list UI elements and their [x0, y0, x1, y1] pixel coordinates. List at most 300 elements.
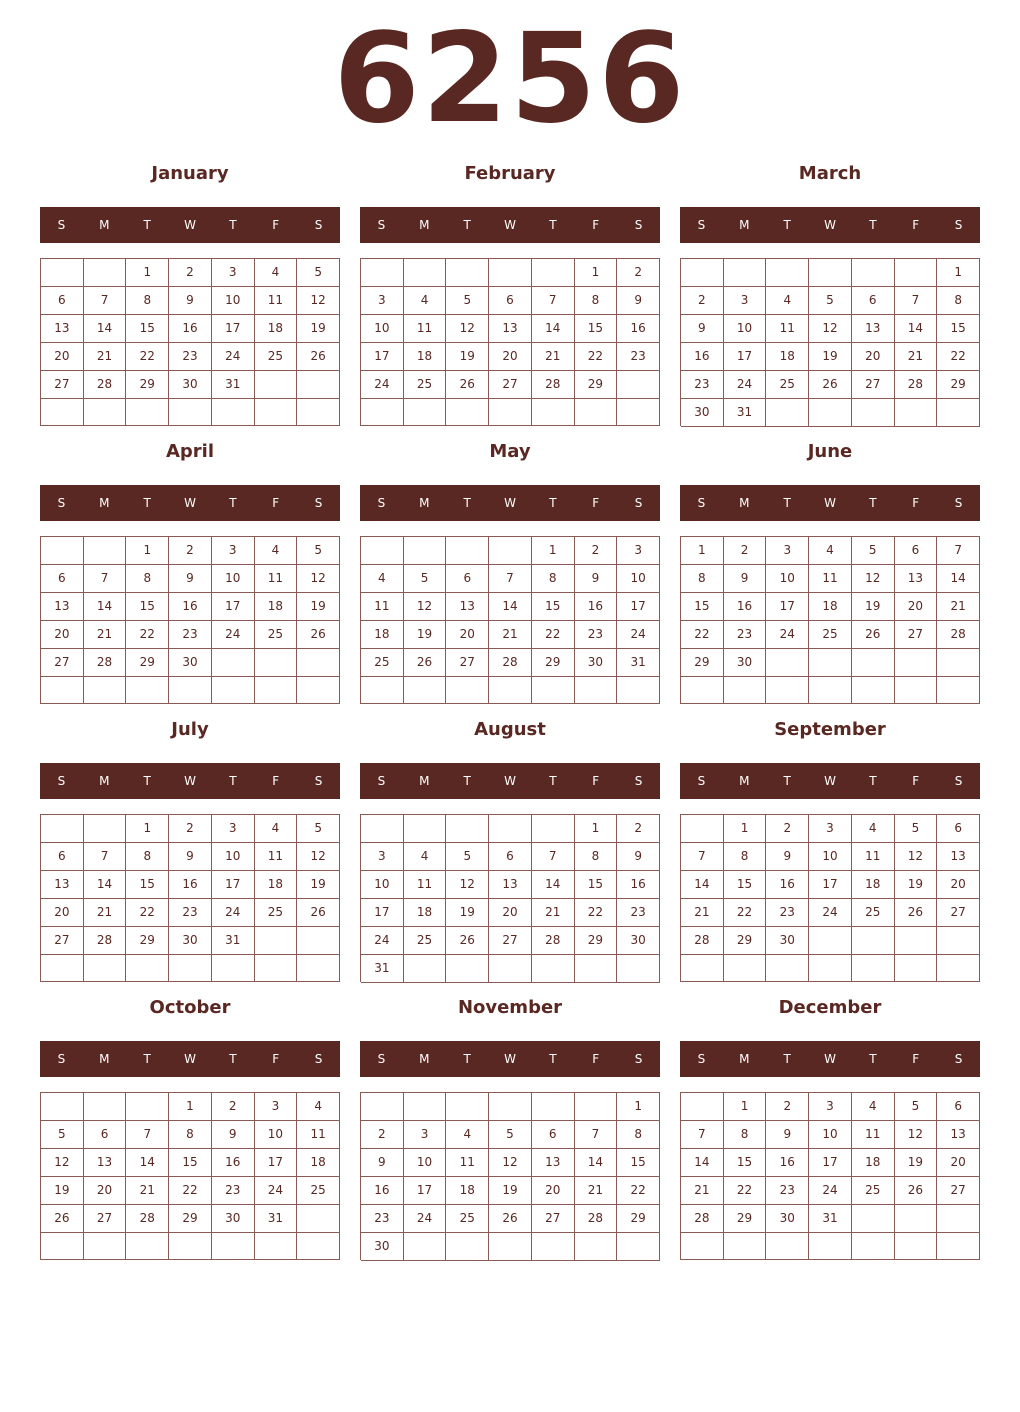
day-cell: 9	[212, 1121, 255, 1149]
day-cell: 18	[852, 871, 895, 899]
day-cell: 18	[446, 1177, 489, 1205]
weekday-header	[360, 1041, 660, 1077]
weekday-label: M	[99, 218, 110, 232]
day-cell: 26	[446, 927, 489, 955]
days-grid	[40, 258, 340, 426]
day-cell: 20	[532, 1177, 575, 1205]
day-cell: 2	[169, 259, 212, 287]
day-cell: 9	[724, 565, 767, 593]
empty-day-cell	[895, 1205, 938, 1233]
day-cell: 10	[212, 287, 255, 315]
weekday-label: F	[272, 496, 280, 510]
empty-day-cell	[532, 677, 575, 704]
day-cell: 11	[852, 843, 895, 871]
day-cell: 22	[575, 343, 618, 371]
empty-day-cell	[724, 677, 767, 704]
day-cell: 22	[724, 1177, 767, 1205]
day-cell: 18	[404, 343, 447, 371]
empty-day-cell	[681, 955, 724, 982]
day-cell: 30	[169, 371, 212, 399]
weekday-label: S	[377, 496, 386, 510]
empty-day-cell	[489, 955, 532, 983]
empty-day-cell	[41, 815, 84, 843]
day-cell: 5	[446, 287, 489, 315]
day-cell: 2	[169, 815, 212, 843]
day-cell: 19	[809, 343, 852, 371]
day-cell: 10	[255, 1121, 298, 1149]
weekday-label: S	[954, 1052, 963, 1066]
day-cell: 24	[361, 371, 404, 399]
empty-day-cell	[404, 537, 447, 565]
day-cell: 13	[532, 1149, 575, 1177]
empty-day-cell	[255, 927, 298, 955]
day-cell: 20	[937, 1149, 980, 1177]
day-cell: 6	[41, 843, 84, 871]
empty-day-cell	[681, 259, 724, 287]
day-cell: 18	[255, 315, 298, 343]
day-cell: 29	[169, 1205, 212, 1233]
day-cell: 3	[255, 1093, 298, 1121]
day-cell: 29	[681, 649, 724, 677]
weekday-label: W	[184, 774, 196, 788]
weekday-header	[360, 207, 660, 243]
day-cell: 22	[617, 1177, 660, 1205]
day-cell: 1	[126, 815, 169, 843]
day-cell: 19	[852, 593, 895, 621]
day-cell: 29	[126, 649, 169, 677]
day-cell: 10	[404, 1149, 447, 1177]
day-cell: 20	[41, 899, 84, 927]
empty-day-cell	[84, 537, 127, 565]
empty-day-cell	[937, 1233, 980, 1260]
weekday-label: T	[463, 496, 471, 510]
empty-day-cell	[489, 1233, 532, 1261]
day-cell: 25	[809, 621, 852, 649]
day-cell: 29	[724, 927, 767, 955]
weekday-label: T	[549, 774, 557, 788]
day-cell: 1	[126, 259, 169, 287]
day-cell: 12	[895, 1121, 938, 1149]
weekday-label: T	[549, 1052, 557, 1066]
empty-day-cell	[532, 1233, 575, 1261]
day-cell: 19	[489, 1177, 532, 1205]
empty-day-cell	[255, 649, 298, 677]
empty-day-cell	[41, 1233, 84, 1260]
empty-day-cell	[617, 955, 660, 983]
day-cell: 20	[84, 1177, 127, 1205]
empty-day-cell	[212, 677, 255, 704]
day-cell: 8	[532, 565, 575, 593]
empty-day-cell	[361, 399, 404, 426]
day-cell: 23	[575, 621, 618, 649]
weekday-label: S	[377, 774, 386, 788]
weekday-label: W	[504, 218, 516, 232]
weekday-label: S	[314, 1052, 323, 1066]
empty-day-cell	[489, 815, 532, 843]
day-cell: 25	[255, 621, 298, 649]
empty-day-cell	[681, 1093, 724, 1121]
empty-day-cell	[361, 537, 404, 565]
day-cell: 5	[895, 1093, 938, 1121]
weekday-label: S	[954, 218, 963, 232]
day-cell: 8	[724, 1121, 767, 1149]
empty-day-cell	[617, 399, 660, 426]
day-cell: 26	[41, 1205, 84, 1233]
day-cell: 27	[446, 649, 489, 677]
empty-day-cell	[766, 399, 809, 427]
day-cell: 14	[84, 871, 127, 899]
day-cell: 15	[937, 315, 980, 343]
day-cell: 9	[169, 565, 212, 593]
empty-day-cell	[361, 815, 404, 843]
day-cell: 28	[575, 1205, 618, 1233]
days-grid	[360, 536, 660, 704]
days-grid	[360, 258, 660, 426]
day-cell: 11	[404, 871, 447, 899]
empty-day-cell	[532, 955, 575, 983]
day-cell: 24	[809, 899, 852, 927]
empty-day-cell	[169, 399, 212, 426]
day-cell: 31	[212, 371, 255, 399]
day-cell: 16	[169, 593, 212, 621]
day-cell: 13	[84, 1149, 127, 1177]
weekday-label: T	[869, 496, 877, 510]
empty-day-cell	[41, 677, 84, 704]
empty-day-cell	[724, 259, 767, 287]
day-cell: 4	[446, 1121, 489, 1149]
weekday-label: F	[592, 1052, 600, 1066]
day-cell: 24	[617, 621, 660, 649]
day-cell: 4	[255, 537, 298, 565]
day-cell: 27	[937, 1177, 980, 1205]
empty-day-cell	[895, 259, 938, 287]
day-cell: 15	[169, 1149, 212, 1177]
empty-day-cell	[297, 1205, 340, 1233]
day-cell: 26	[297, 899, 340, 927]
day-cell: 19	[297, 871, 340, 899]
weekday-label: S	[634, 774, 643, 788]
weekday-label: S	[697, 496, 706, 510]
day-cell: 21	[489, 621, 532, 649]
day-cell: 10	[361, 315, 404, 343]
day-cell: 18	[809, 593, 852, 621]
day-cell: 6	[895, 537, 938, 565]
weekday-label: F	[272, 774, 280, 788]
empty-day-cell	[617, 371, 660, 399]
weekday-label: S	[314, 496, 323, 510]
weekday-header	[40, 485, 340, 521]
weekday-label: T	[783, 1052, 791, 1066]
day-cell: 26	[852, 621, 895, 649]
day-cell: 18	[255, 871, 298, 899]
day-cell: 12	[489, 1149, 532, 1177]
month-name: July	[171, 719, 209, 740]
day-cell: 28	[126, 1205, 169, 1233]
day-cell: 31	[809, 1205, 852, 1233]
weekday-label: M	[739, 1052, 750, 1066]
day-cell: 15	[724, 1149, 767, 1177]
day-cell: 17	[361, 343, 404, 371]
day-cell: 11	[297, 1121, 340, 1149]
empty-day-cell	[937, 955, 980, 982]
day-cell: 21	[681, 1177, 724, 1205]
day-cell: 25	[766, 371, 809, 399]
empty-day-cell	[297, 955, 340, 982]
day-cell: 28	[532, 927, 575, 955]
day-cell: 30	[766, 1205, 809, 1233]
weekday-label: T	[869, 774, 877, 788]
day-cell: 26	[809, 371, 852, 399]
month-name: December	[778, 997, 882, 1018]
days-grid	[360, 1092, 660, 1260]
weekday-label: T	[463, 774, 471, 788]
day-cell: 22	[575, 899, 618, 927]
day-cell: 14	[895, 315, 938, 343]
empty-day-cell	[126, 955, 169, 982]
empty-day-cell	[126, 677, 169, 704]
day-cell: 14	[532, 315, 575, 343]
weekday-label: W	[184, 496, 196, 510]
day-cell: 23	[361, 1205, 404, 1233]
day-cell: 22	[724, 899, 767, 927]
empty-day-cell	[361, 1093, 404, 1121]
weekday-label: F	[912, 496, 920, 510]
day-cell: 8	[126, 843, 169, 871]
weekday-label: S	[57, 774, 66, 788]
empty-day-cell	[404, 677, 447, 704]
empty-day-cell	[404, 399, 447, 426]
day-cell: 19	[297, 593, 340, 621]
empty-day-cell	[297, 927, 340, 955]
day-cell: 18	[404, 899, 447, 927]
day-cell: 28	[895, 371, 938, 399]
empty-day-cell	[446, 259, 489, 287]
weekday-label: S	[954, 774, 963, 788]
day-cell: 5	[404, 565, 447, 593]
empty-day-cell	[489, 259, 532, 287]
day-cell: 15	[575, 871, 618, 899]
day-cell: 11	[255, 565, 298, 593]
day-cell: 26	[895, 1177, 938, 1205]
day-cell: 5	[852, 537, 895, 565]
empty-day-cell	[84, 815, 127, 843]
day-cell: 16	[766, 1149, 809, 1177]
day-cell: 28	[937, 621, 980, 649]
day-cell: 23	[724, 621, 767, 649]
weekday-label: S	[634, 218, 643, 232]
weekday-label: M	[99, 1052, 110, 1066]
empty-day-cell	[809, 955, 852, 982]
day-cell: 10	[809, 1121, 852, 1149]
day-cell: 18	[766, 343, 809, 371]
day-cell: 3	[724, 287, 767, 315]
empty-day-cell	[84, 1093, 127, 1121]
day-cell: 6	[84, 1121, 127, 1149]
weekday-label: T	[143, 1052, 151, 1066]
day-cell: 2	[617, 815, 660, 843]
empty-day-cell	[41, 955, 84, 982]
weekday-label: F	[592, 496, 600, 510]
empty-day-cell	[212, 1233, 255, 1260]
day-cell: 26	[404, 649, 447, 677]
day-cell: 7	[84, 843, 127, 871]
day-cell: 17	[766, 593, 809, 621]
weekday-label: S	[57, 1052, 66, 1066]
day-cell: 21	[84, 343, 127, 371]
day-cell: 6	[41, 287, 84, 315]
empty-day-cell	[212, 399, 255, 426]
day-cell: 8	[724, 843, 767, 871]
day-cell: 22	[126, 899, 169, 927]
day-cell: 20	[895, 593, 938, 621]
day-cell: 1	[532, 537, 575, 565]
day-cell: 3	[809, 815, 852, 843]
day-cell: 3	[212, 259, 255, 287]
day-cell: 19	[446, 899, 489, 927]
day-cell: 22	[532, 621, 575, 649]
day-cell: 30	[617, 927, 660, 955]
day-cell: 10	[361, 871, 404, 899]
empty-day-cell	[297, 649, 340, 677]
day-cell: 13	[852, 315, 895, 343]
day-cell: 27	[489, 927, 532, 955]
weekday-label: T	[143, 496, 151, 510]
day-cell: 20	[446, 621, 489, 649]
day-cell: 24	[212, 621, 255, 649]
days-grid	[680, 1092, 980, 1260]
day-cell: 1	[937, 259, 980, 287]
day-cell: 31	[212, 927, 255, 955]
empty-day-cell	[575, 1093, 618, 1121]
day-cell: 17	[809, 871, 852, 899]
day-cell: 16	[212, 1149, 255, 1177]
day-cell: 17	[212, 315, 255, 343]
empty-day-cell	[84, 677, 127, 704]
empty-day-cell	[297, 399, 340, 426]
day-cell: 30	[169, 927, 212, 955]
empty-day-cell	[937, 399, 980, 427]
day-cell: 5	[489, 1121, 532, 1149]
weekday-header	[40, 1041, 340, 1077]
day-cell: 23	[681, 371, 724, 399]
empty-day-cell	[937, 927, 980, 955]
day-cell: 7	[489, 565, 532, 593]
day-cell: 10	[212, 843, 255, 871]
day-cell: 24	[255, 1177, 298, 1205]
day-cell: 4	[255, 259, 298, 287]
weekday-label: W	[504, 496, 516, 510]
empty-day-cell	[575, 955, 618, 983]
day-cell: 17	[809, 1149, 852, 1177]
empty-day-cell	[895, 677, 938, 704]
days-grid	[40, 536, 340, 704]
day-cell: 28	[681, 927, 724, 955]
day-cell: 7	[681, 843, 724, 871]
weekday-label: M	[99, 774, 110, 788]
empty-day-cell	[852, 677, 895, 704]
day-cell: 13	[41, 871, 84, 899]
day-cell: 23	[617, 899, 660, 927]
day-cell: 28	[532, 371, 575, 399]
day-cell: 29	[617, 1205, 660, 1233]
empty-day-cell	[766, 1233, 809, 1260]
weekday-label: W	[504, 774, 516, 788]
weekday-label: F	[592, 218, 600, 232]
day-cell: 6	[446, 565, 489, 593]
day-cell: 23	[169, 621, 212, 649]
day-cell: 14	[84, 593, 127, 621]
day-cell: 12	[809, 315, 852, 343]
weekday-label: S	[314, 218, 323, 232]
empty-day-cell	[255, 677, 298, 704]
day-cell: 13	[489, 871, 532, 899]
day-cell: 7	[681, 1121, 724, 1149]
empty-day-cell	[41, 399, 84, 426]
weekday-label: M	[419, 218, 430, 232]
empty-day-cell	[169, 955, 212, 982]
day-cell: 27	[84, 1205, 127, 1233]
empty-day-cell	[297, 1233, 340, 1260]
day-cell: 2	[361, 1121, 404, 1149]
days-grid	[40, 1092, 340, 1260]
weekday-label: M	[739, 218, 750, 232]
day-cell: 15	[532, 593, 575, 621]
day-cell: 13	[41, 315, 84, 343]
weekday-label: S	[57, 496, 66, 510]
day-cell: 23	[169, 343, 212, 371]
empty-day-cell	[255, 955, 298, 982]
day-cell: 11	[766, 315, 809, 343]
day-cell: 6	[489, 843, 532, 871]
empty-day-cell	[681, 815, 724, 843]
weekday-label: W	[824, 496, 836, 510]
day-cell: 9	[681, 315, 724, 343]
empty-day-cell	[41, 537, 84, 565]
empty-day-cell	[489, 537, 532, 565]
weekday-label: S	[377, 1052, 386, 1066]
empty-day-cell	[489, 399, 532, 426]
day-cell: 18	[361, 621, 404, 649]
day-cell: 21	[532, 343, 575, 371]
empty-day-cell	[404, 1093, 447, 1121]
weekday-header	[40, 763, 340, 799]
weekday-label: S	[697, 1052, 706, 1066]
weekday-label: M	[739, 496, 750, 510]
day-cell: 6	[41, 565, 84, 593]
weekday-label: W	[184, 1052, 196, 1066]
empty-day-cell	[446, 677, 489, 704]
day-cell: 27	[937, 899, 980, 927]
empty-day-cell	[852, 1205, 895, 1233]
day-cell: 11	[404, 315, 447, 343]
empty-day-cell	[489, 677, 532, 704]
day-cell: 19	[895, 871, 938, 899]
weekday-label: S	[377, 218, 386, 232]
empty-day-cell	[852, 927, 895, 955]
day-cell: 2	[617, 259, 660, 287]
empty-day-cell	[766, 955, 809, 982]
day-cell: 5	[297, 815, 340, 843]
day-cell: 24	[766, 621, 809, 649]
day-cell: 26	[297, 621, 340, 649]
day-cell: 18	[852, 1149, 895, 1177]
empty-day-cell	[255, 371, 298, 399]
day-cell: 23	[212, 1177, 255, 1205]
day-cell: 6	[852, 287, 895, 315]
day-cell: 7	[532, 843, 575, 871]
day-cell: 24	[212, 343, 255, 371]
day-cell: 17	[617, 593, 660, 621]
